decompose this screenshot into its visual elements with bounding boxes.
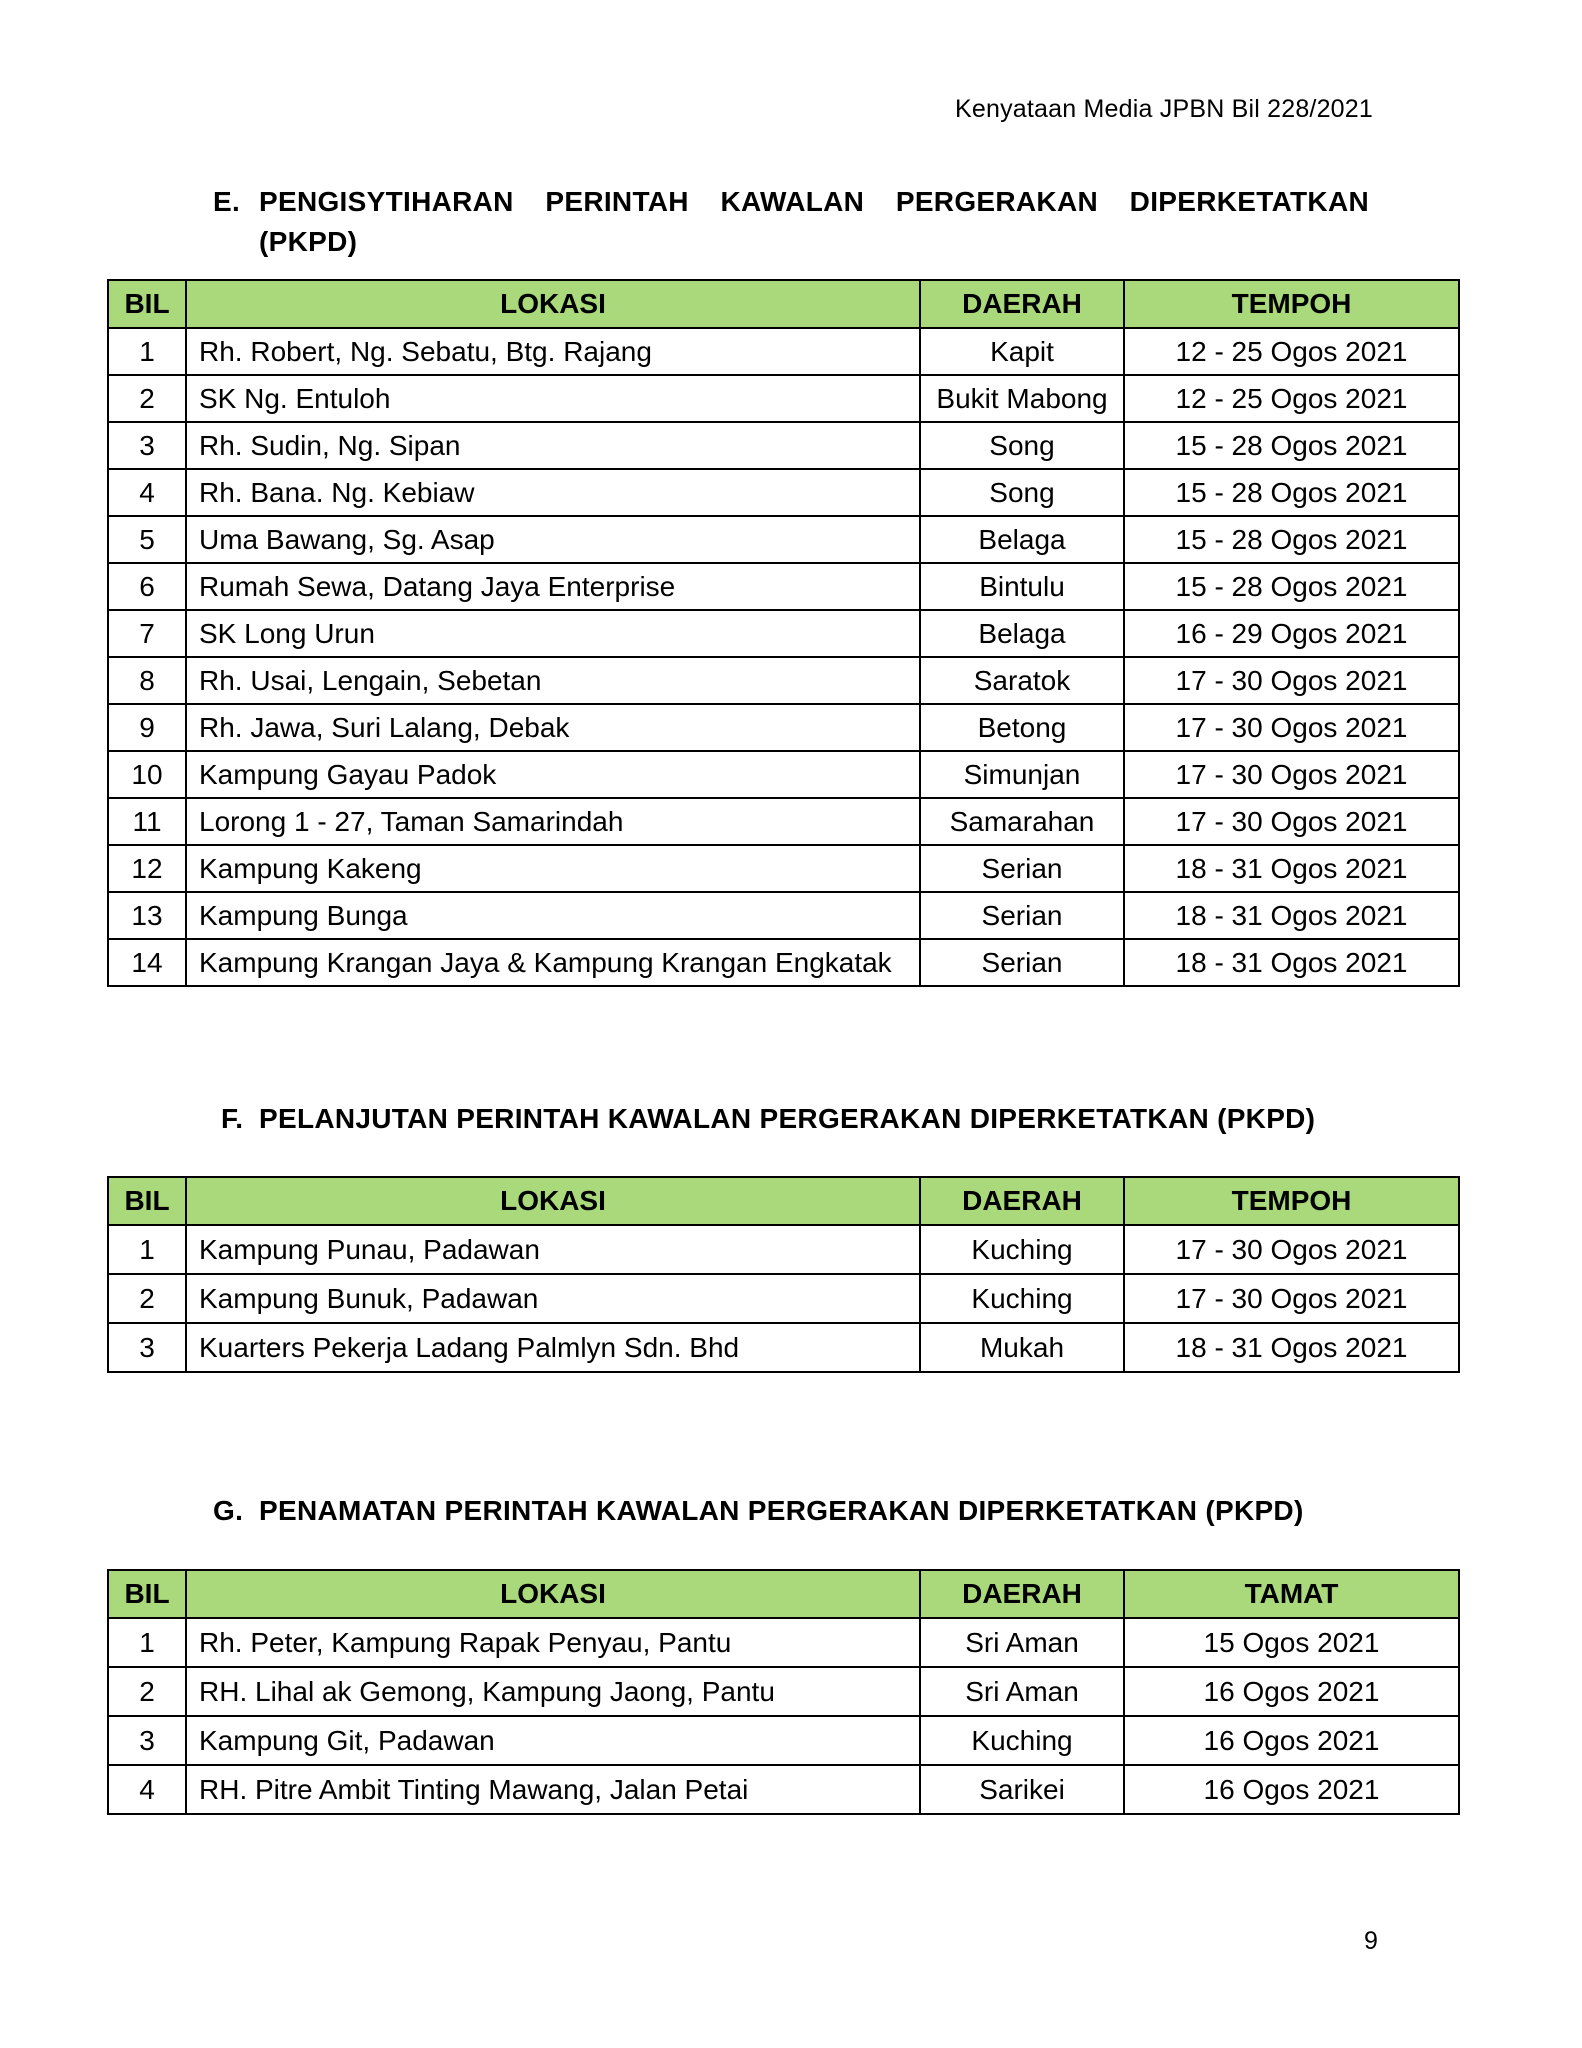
column-header-lokasi: LOKASI [186, 1570, 920, 1618]
cell-daerah: Kuching [920, 1274, 1124, 1323]
cell-tempoh: 16 Ogos 2021 [1124, 1716, 1459, 1765]
table-header-row [108, 280, 1459, 328]
cell-lokasi: Kampung Kakeng [186, 845, 920, 892]
section-f-title [221, 1103, 1315, 1135]
cell-bil: 4 [108, 1765, 186, 1814]
table-row [108, 516, 1459, 563]
cell-lokasi: Uma Bawang, Sg. Asap [186, 516, 920, 563]
cell-tempoh: 12 - 25 Ogos 2021 [1124, 375, 1459, 422]
column-header-lokasi: LOKASI [186, 280, 920, 328]
cell-bil: 3 [108, 1323, 186, 1372]
cell-daerah: Bukit Mabong [920, 375, 1124, 422]
cell-lokasi: Rumah Sewa, Datang Jaya Enterprise [186, 563, 920, 610]
cell-lokasi: SK Long Urun [186, 610, 920, 657]
pkpd-extension-table [107, 1176, 1460, 1373]
column-header-bil: BIL [108, 1177, 186, 1225]
table-row [108, 375, 1459, 422]
cell-tempoh: 18 - 31 Ogos 2021 [1124, 892, 1459, 939]
cell-daerah: Saratok [920, 657, 1124, 704]
cell-bil: 2 [108, 1667, 186, 1716]
column-header-tempoh: TAMAT [1124, 1570, 1459, 1618]
cell-tempoh: 15 - 28 Ogos 2021 [1124, 516, 1459, 563]
cell-bil: 14 [108, 939, 186, 986]
cell-tempoh: 18 - 31 Ogos 2021 [1124, 845, 1459, 892]
cell-daerah: Sri Aman [920, 1667, 1124, 1716]
cell-tempoh: 15 - 28 Ogos 2021 [1124, 563, 1459, 610]
cell-tempoh: 15 - 28 Ogos 2021 [1124, 422, 1459, 469]
section-f-title-text: PELANJUTAN PERINTAH KAWALAN PERGERAKAN DIPERKETATKAN (PKPD) [259, 1103, 1316, 1134]
cell-bil: 6 [108, 563, 186, 610]
cell-lokasi: RH. Lihal ak Gemong, Kampung Jaong, Pantu [186, 1667, 920, 1716]
cell-daerah: Belaga [920, 516, 1124, 563]
cell-bil: 2 [108, 375, 186, 422]
section-e-letter: E. [213, 186, 241, 217]
cell-tempoh: 18 - 31 Ogos 2021 [1124, 1323, 1459, 1372]
cell-bil: 10 [108, 751, 186, 798]
cell-tempoh: 16 - 29 Ogos 2021 [1124, 610, 1459, 657]
column-header-bil: BIL [108, 1570, 186, 1618]
cell-bil: 9 [108, 704, 186, 751]
section-e-title [213, 182, 1373, 262]
table-header-row [108, 1570, 1459, 1618]
table-header-row [108, 1177, 1459, 1225]
table-row [108, 751, 1459, 798]
cell-lokasi: Kampung Krangan Jaya & Kampung Krangan Engkatak [186, 939, 920, 986]
cell-daerah: Kuching [920, 1716, 1124, 1765]
cell-lokasi: Rh. Robert, Ng. Sebatu, Btg. Rajang [186, 328, 920, 375]
cell-daerah: Bintulu [920, 563, 1124, 610]
column-header-tempoh: TEMPOH [1124, 1177, 1459, 1225]
table-row [108, 704, 1459, 751]
cell-daerah: Serian [920, 939, 1124, 986]
document-reference: Kenyataan Media JPBN Bil 228/2021 [955, 95, 1373, 123]
table-row [108, 657, 1459, 704]
cell-tempoh: 16 Ogos 2021 [1124, 1667, 1459, 1716]
section-f-letter: F. [221, 1103, 244, 1134]
table-row [108, 939, 1459, 986]
table-row [108, 328, 1459, 375]
cell-tempoh: 15 - 28 Ogos 2021 [1124, 469, 1459, 516]
cell-daerah: Sri Aman [920, 1618, 1124, 1667]
column-header-tempoh: TEMPOH [1124, 280, 1459, 328]
table-row [108, 563, 1459, 610]
table-row [108, 610, 1459, 657]
section-g-letter: G. [213, 1495, 244, 1526]
cell-bil: 1 [108, 1225, 186, 1274]
cell-bil: 1 [108, 328, 186, 375]
cell-lokasi: Kampung Gayau Padok [186, 751, 920, 798]
column-header-daerah: DAERAH [920, 1177, 1124, 1225]
cell-tempoh: 18 - 31 Ogos 2021 [1124, 939, 1459, 986]
cell-daerah: Simunjan [920, 751, 1124, 798]
pkpd-termination-table [107, 1569, 1460, 1815]
section-e-title-line2: (PKPD) [259, 226, 358, 257]
table-row [108, 1765, 1459, 1814]
cell-lokasi: Rh. Sudin, Ng. Sipan [186, 422, 920, 469]
cell-tempoh: 17 - 30 Ogos 2021 [1124, 798, 1459, 845]
cell-lokasi: Rh. Usai, Lengain, Sebetan [186, 657, 920, 704]
cell-bil: 1 [108, 1618, 186, 1667]
table-row [108, 1618, 1459, 1667]
cell-lokasi: Lorong 1 - 27, Taman Samarindah [186, 798, 920, 845]
cell-lokasi: SK Ng. Entuloh [186, 375, 920, 422]
cell-lokasi: Kampung Punau, Padawan [186, 1225, 920, 1274]
cell-tempoh: 17 - 30 Ogos 2021 [1124, 1274, 1459, 1323]
cell-daerah: Sarikei [920, 1765, 1124, 1814]
cell-lokasi: Kampung Bunuk, Padawan [186, 1274, 920, 1323]
cell-tempoh: 17 - 30 Ogos 2021 [1124, 1225, 1459, 1274]
cell-lokasi: Rh. Peter, Kampung Rapak Penyau, Pantu [186, 1618, 920, 1667]
column-header-daerah: DAERAH [920, 1570, 1124, 1618]
cell-bil: 4 [108, 469, 186, 516]
cell-daerah: Serian [920, 892, 1124, 939]
cell-bil: 12 [108, 845, 186, 892]
table-row [108, 1667, 1459, 1716]
column-header-daerah: DAERAH [920, 280, 1124, 328]
cell-tempoh: 17 - 30 Ogos 2021 [1124, 751, 1459, 798]
cell-daerah: Song [920, 422, 1124, 469]
table-row [108, 892, 1459, 939]
cell-daerah: Samarahan [920, 798, 1124, 845]
cell-bil: 3 [108, 1716, 186, 1765]
cell-daerah: Betong [920, 704, 1124, 751]
section-g-title-text: PENAMATAN PERINTAH KAWALAN PERGERAKAN DIPERKETATKAN (PKPD) [259, 1495, 1304, 1526]
cell-daerah: Serian [920, 845, 1124, 892]
cell-lokasi: Rh. Bana. Ng. Kebiaw [186, 469, 920, 516]
table-row [108, 1323, 1459, 1372]
cell-tempoh: 16 Ogos 2021 [1124, 1765, 1459, 1814]
column-header-bil: BIL [108, 280, 186, 328]
cell-bil: 2 [108, 1274, 186, 1323]
cell-lokasi: Rh. Jawa, Suri Lalang, Debak [186, 704, 920, 751]
table-row [108, 1274, 1459, 1323]
cell-lokasi: Kampung Bunga [186, 892, 920, 939]
cell-tempoh: 15 Ogos 2021 [1124, 1618, 1459, 1667]
cell-daerah: Kapit [920, 328, 1124, 375]
cell-tempoh: 17 - 30 Ogos 2021 [1124, 704, 1459, 751]
cell-bil: 11 [108, 798, 186, 845]
column-header-lokasi: LOKASI [186, 1177, 920, 1225]
table-row [108, 422, 1459, 469]
pkpd-declaration-table [107, 279, 1460, 987]
cell-daerah: Belaga [920, 610, 1124, 657]
cell-bil: 13 [108, 892, 186, 939]
table-row [108, 469, 1459, 516]
table-row [108, 1716, 1459, 1765]
cell-tempoh: 17 - 30 Ogos 2021 [1124, 657, 1459, 704]
cell-daerah: Song [920, 469, 1124, 516]
cell-bil: 8 [108, 657, 186, 704]
cell-bil: 5 [108, 516, 186, 563]
cell-daerah: Mukah [920, 1323, 1124, 1372]
cell-lokasi: RH. Pitre Ambit Tinting Mawang, Jalan Petai [186, 1765, 920, 1814]
table-row [108, 798, 1459, 845]
page-number: 9 [1364, 1927, 1378, 1955]
cell-bil: 3 [108, 422, 186, 469]
section-e-title-line1: PENGISYTIHARAN PERINTAH KAWALAN PERGERAKAN DIPERKETATKAN [259, 186, 1369, 217]
table-row [108, 1225, 1459, 1274]
table-row [108, 845, 1459, 892]
cell-bil: 7 [108, 610, 186, 657]
cell-daerah: Kuching [920, 1225, 1124, 1274]
cell-lokasi: Kampung Git, Padawan [186, 1716, 920, 1765]
section-g-title [213, 1495, 1304, 1527]
cell-lokasi: Kuarters Pekerja Ladang Palmlyn Sdn. Bhd [186, 1323, 920, 1372]
cell-tempoh: 12 - 25 Ogos 2021 [1124, 328, 1459, 375]
